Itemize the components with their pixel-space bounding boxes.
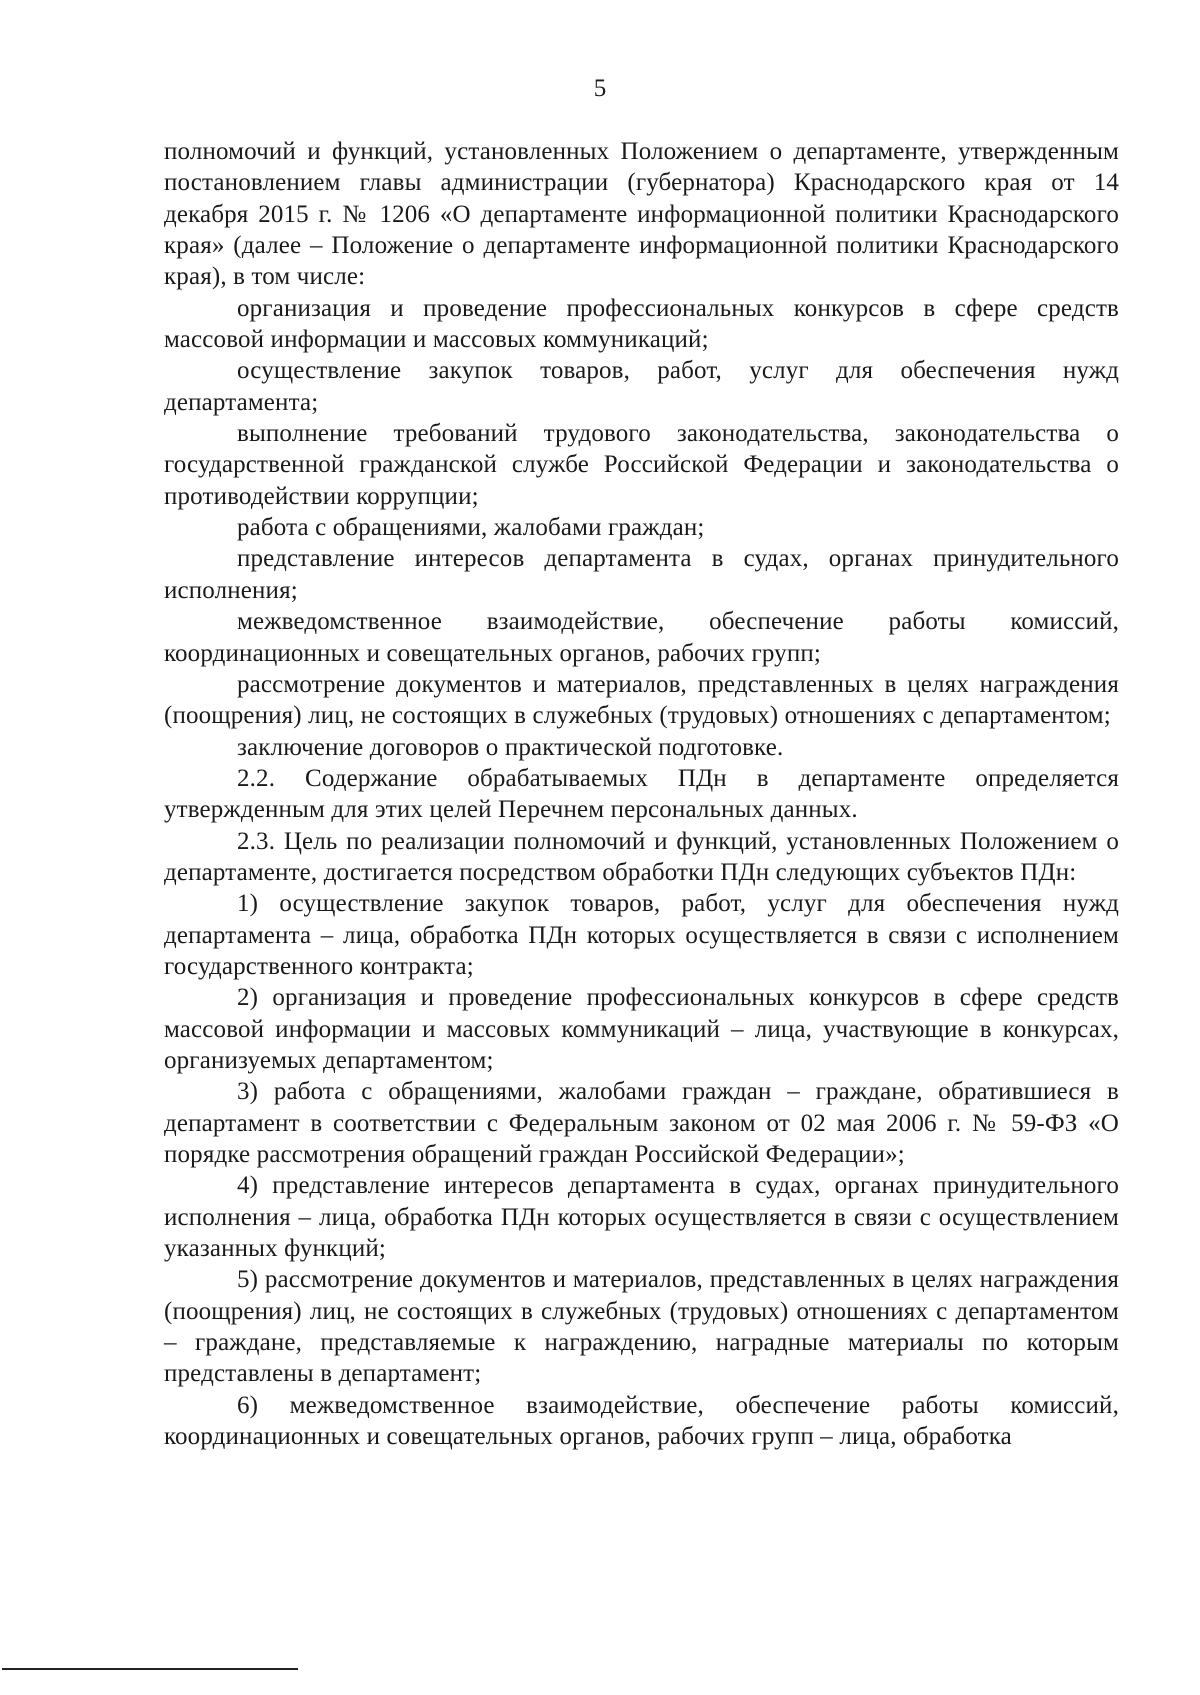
list-item-court-representation: представление интересов департамента в судах, органах принудительного исполнения; bbox=[164, 545, 1119, 604]
section-2-3: 2.3. Цель по реализации полномочий и функций, установленных Положением о департаменте, достигается посредством обработки ПДн следующих субъектов ПДн: bbox=[164, 827, 1119, 886]
list-item-awards: рассмотрение документов и материалов, представленных в целях награждения (поощрения) лиц, не состоящих в служебных (трудовых) отношениях с департаментом; bbox=[164, 670, 1119, 730]
page-number: 5 bbox=[593, 75, 607, 102]
list-item-interagency: межведомственное взаимодействие, обеспечение работы комиссий, координационных и совещательных органов, рабочих групп; bbox=[164, 608, 1119, 667]
list-item-contests: организация и проведение профессиональных конкурсов в сфере средств массовой информации и массовых коммуникаций; bbox=[164, 294, 1119, 354]
paragraph-intro-continuation: полномочий и функций, установленных Положением о департаменте, утвержденным постановлением главы администрации (губернатора) Краснодарского края от 14 декабря 2015 г. № 1206 «О департаменте информационной политики Краснодарского края» (далее – Положение о департаменте информационной политики Краснодарского края), в том числе: bbox=[164, 138, 1119, 291]
section-2-2: 2.2. Содержание обрабатываемых ПДн в департаменте определяется утвержденным для этих целей Перечнем персональных данных. bbox=[164, 764, 1119, 824]
list-item-practical-training: заключение договоров о практической подготовке. bbox=[237, 733, 784, 761]
list-item-procurement: осуществление закупок товаров, работ, услуг для обеспечения нужд департамента; bbox=[164, 357, 1119, 416]
numbered-item-6: 6) межведомственное взаимодействие, обеспечение работы комиссий, координационных и совещательных органов, рабочих групп – лица, обработка bbox=[164, 1391, 1119, 1451]
numbered-item-5: 5) рассмотрение документов и материалов, представленных в целях награждения (поощрения) лиц, не состоящих в служебных (трудовых) отношениях с департаментом – граждане, представляемые к награждению, наградные материалы по которым представлены в департамент; bbox=[164, 1266, 1119, 1388]
document-body bbox=[164, 136, 1119, 1452]
list-item-labor-law: выполнение требований трудового законодательства, законодательства о государственной гражданской службе Российской Федерации и законодательства о противодействии коррупции; bbox=[164, 420, 1119, 510]
bottom-rule-line bbox=[2, 1668, 298, 1670]
numbered-item-1: 1) осуществление закупок товаров, работ, услуг для обеспечения нужд департамента – лица, обработка ПДн которых осуществляется в связи с исполнением государственного контракта; bbox=[164, 890, 1119, 980]
numbered-item-4: 4) представление интересов департамента в судах, органах принудительного исполнения – лица, обработка ПДн которых осуществляется в связи с осуществлением указанных функций; bbox=[164, 1172, 1119, 1263]
numbered-item-3: 3) работа с обращениями, жалобами граждан – граждане, обратившиеся в департамент в соответствии с Федеральным законом от 02 мая 2006 г. № 59-ФЗ «О порядке рассмотрения обращений граждан Российской Федерации»; bbox=[164, 1078, 1119, 1168]
list-item-appeals: работа с обращениями, жалобами граждан; bbox=[237, 514, 705, 542]
numbered-item-2: 2) организация и проведение профессиональных конкурсов в сфере средств массовой информации и массовых коммуникаций – лица, участвующие в конкурсах, организуемых департаментом; bbox=[164, 984, 1119, 1074]
